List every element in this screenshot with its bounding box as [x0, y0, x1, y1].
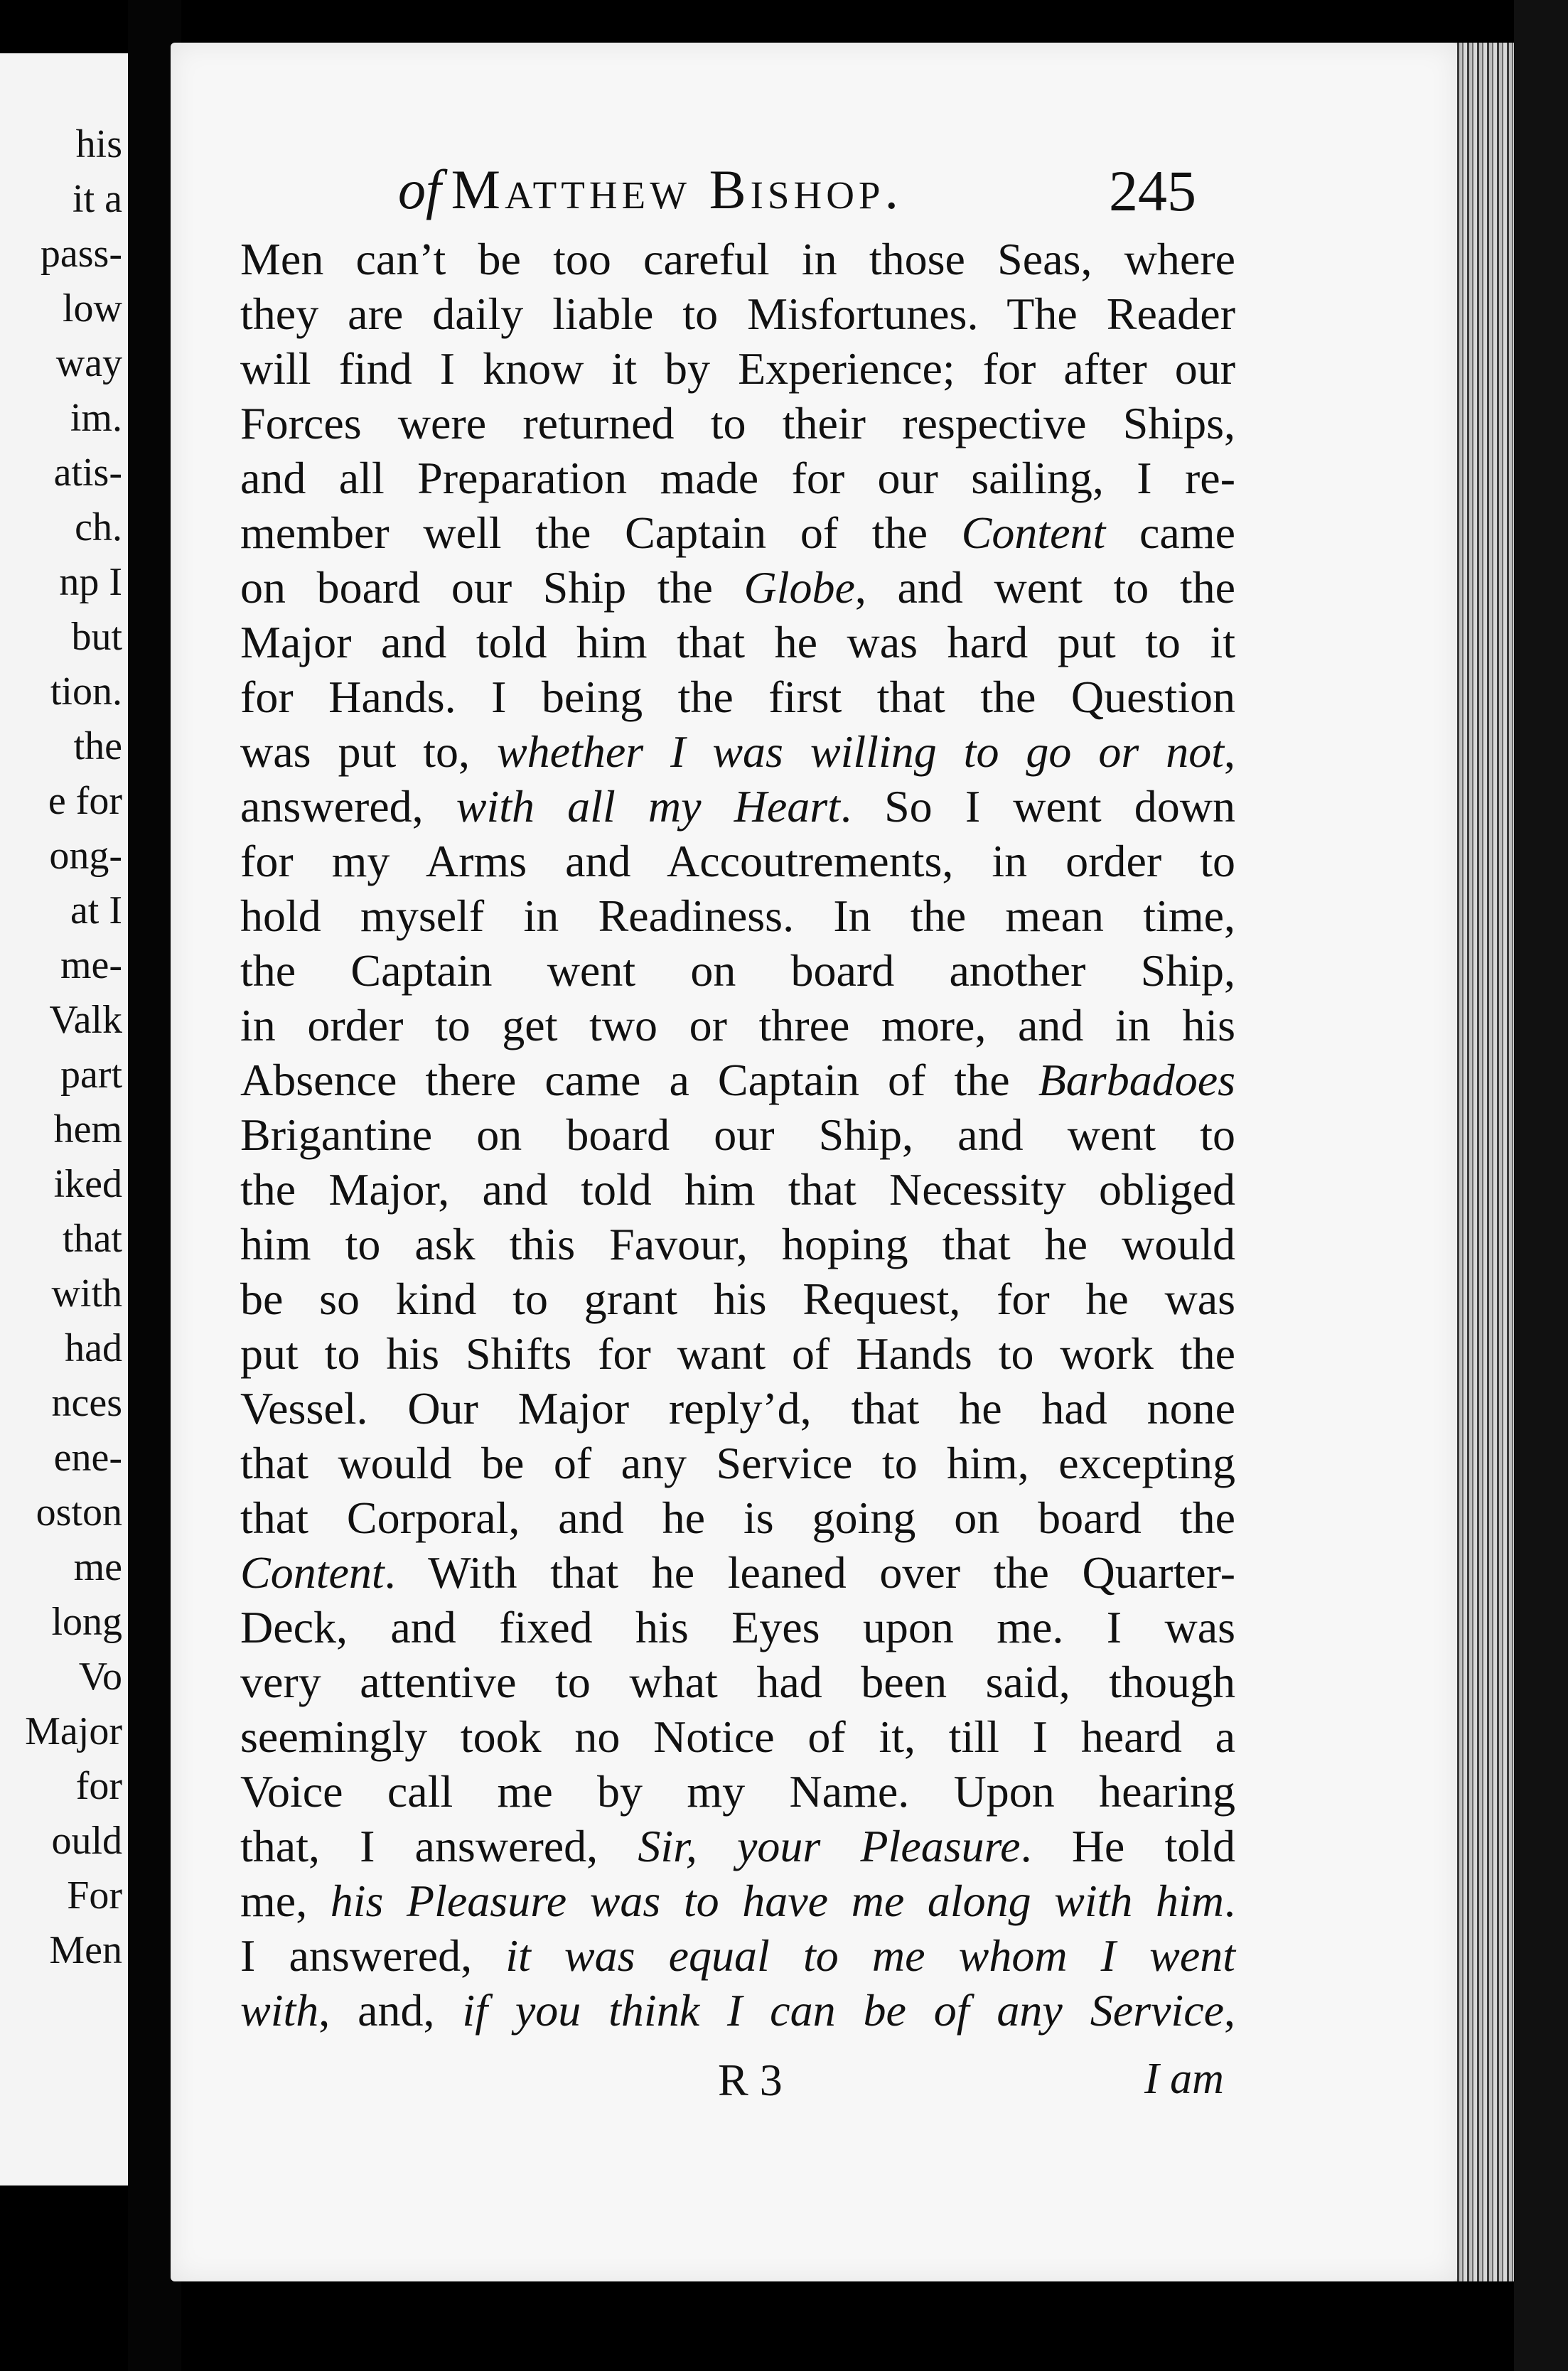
text-line: [240, 1381, 1235, 1436]
running-head-title: Matthew Bishop.: [451, 158, 903, 220]
text-run: was put to,: [240, 726, 497, 777]
running-head-prefix: of: [398, 158, 441, 220]
text-run: very attentive to what had been said, though: [240, 1657, 1235, 1707]
left-page-line: oston: [36, 1490, 122, 1534]
left-page-line: me-: [60, 943, 122, 987]
text-line: [240, 943, 1235, 998]
text-run: hold myself in Readiness. In the mean time,: [240, 891, 1235, 941]
page-number: 245: [1109, 158, 1196, 223]
text-run: for my Arms and Accoutrements, in order to: [240, 836, 1235, 886]
text-run: that, I answered,: [240, 1821, 638, 1871]
left-page-line: part: [60, 1053, 122, 1097]
text-line: [240, 998, 1235, 1053]
left-page-line: im.: [70, 396, 122, 440]
text-line: [240, 1217, 1235, 1271]
running-head: [398, 158, 903, 222]
text-run: . He told: [1020, 1821, 1236, 1871]
text-line: [240, 670, 1235, 724]
left-page-line: Valk: [49, 998, 122, 1042]
left-page-line: long: [51, 1600, 122, 1644]
text-run: on board our Ship the: [240, 562, 744, 613]
left-page-line: at I: [70, 888, 122, 932]
text-line: [240, 451, 1235, 505]
left-page-line: his: [75, 122, 122, 166]
text-run: member well the Captain of the: [240, 507, 962, 558]
text-run: seemingly took no Notice of it, till I heard a: [240, 1711, 1235, 1762]
italic-text: Content: [961, 507, 1106, 558]
italic-text: his Pleasure was to have me along with him: [330, 1876, 1225, 1926]
text-run: Major and told him that he was hard put to it: [240, 617, 1235, 667]
text-run: me,: [240, 1876, 331, 1926]
left-page-line: me: [73, 1545, 122, 1589]
text-run: the Major, and told him that Necessity obliged: [240, 1164, 1235, 1215]
text-run: answered,: [240, 781, 456, 832]
left-page-line: but: [71, 615, 122, 659]
text-line: [240, 1655, 1235, 1709]
text-line: [240, 1490, 1235, 1545]
text-run: .: [1224, 1876, 1236, 1926]
text-line: [240, 505, 1235, 560]
text-line: [240, 1928, 1235, 1983]
left-page-line: with: [51, 1271, 122, 1316]
left-page-line: e for: [48, 779, 122, 823]
left-page-line: Major: [25, 1709, 122, 1753]
text-line: [240, 232, 1235, 286]
italic-text: Content: [240, 1547, 385, 1598]
text-line: [240, 1764, 1235, 1819]
left-page-line: for: [75, 1764, 122, 1808]
text-line: [240, 560, 1235, 615]
left-page-line: iked: [53, 1162, 122, 1206]
text-run: ,: [1224, 726, 1235, 777]
left-page-line: ene-: [53, 1436, 122, 1480]
left-page-line: pass-: [40, 232, 122, 276]
left-page-line: Men: [49, 1928, 122, 1972]
left-page-fragment: [0, 53, 128, 2185]
text-line: [240, 1983, 1235, 2038]
text-line: [240, 286, 1235, 341]
text-line: [240, 779, 1235, 834]
text-run: they are daily liable to Misfortunes. The Reader: [240, 289, 1235, 339]
left-page-line: atis-: [53, 451, 122, 495]
text-line: [240, 1436, 1235, 1490]
text-line: [240, 341, 1235, 396]
italic-text: it was equal to me whom I went: [505, 1930, 1236, 1981]
text-line: [240, 1873, 1235, 1928]
left-page-line: it a: [73, 177, 122, 221]
left-page-line: ong-: [49, 834, 122, 878]
text-run: for Hands. I being the first that the Question: [240, 672, 1235, 722]
signature-mark: R 3: [718, 2055, 783, 2105]
text-line: [240, 1326, 1235, 1381]
text-run: Vessel. Our Major reply’d, that he had none: [240, 1383, 1235, 1434]
left-page-line: nces: [51, 1381, 122, 1425]
text-line: [240, 724, 1235, 779]
catchword: I am: [1144, 2055, 1224, 2103]
text-run: will find I know it by Experience; for after our: [240, 343, 1235, 394]
text-line: [240, 1162, 1235, 1217]
text-line: [240, 888, 1235, 943]
left-page-line: hem: [53, 1107, 122, 1151]
text-run: the Captain went on board another Ship,: [240, 945, 1235, 996]
left-page-line: way: [55, 341, 122, 385]
left-page-line: ch.: [75, 505, 122, 549]
left-page-line: low: [63, 286, 122, 330]
page-edge-shadow: [1514, 0, 1568, 2371]
left-page-line: ould: [51, 1819, 122, 1863]
text-run: Men can’t be too careful in those Seas, where: [240, 234, 1235, 284]
italic-text: with all my Heart: [456, 781, 840, 832]
text-run: , and,: [318, 1985, 463, 2036]
text-line: [240, 1271, 1235, 1326]
left-page-line: that: [63, 1217, 122, 1261]
text-run: him to ask this Favour, hoping that he would: [240, 1219, 1235, 1269]
text-run: came: [1105, 507, 1236, 558]
text-line: [240, 615, 1235, 670]
text-line: [240, 834, 1235, 888]
italic-text: Barbadoes: [1038, 1055, 1235, 1105]
text-line: [240, 1107, 1235, 1162]
text-run: put to his Shifts for want of Hands to work the: [240, 1328, 1235, 1379]
text-run: Brigantine on board our Ship, and went to: [240, 1109, 1235, 1160]
text-run: . So I went down: [839, 781, 1236, 832]
text-run: Deck, and fixed his Eyes upon me. I was: [240, 1602, 1235, 1652]
italic-text: Globe: [743, 562, 855, 613]
text-run: that Corporal, and he is going on board the: [240, 1493, 1235, 1543]
text-line: [240, 1819, 1235, 1873]
text-run: I answered,: [240, 1930, 506, 1981]
italic-text: Sir, your Pleasure: [638, 1821, 1021, 1871]
left-page-line: np I: [59, 560, 122, 604]
left-page-line: the: [73, 724, 122, 768]
text-run: Absence there came a Captain of the: [240, 1055, 1038, 1105]
text-run: that would be of any Service to him, excepting: [240, 1438, 1235, 1488]
text-run: Forces were returned to their respective Ships,: [240, 398, 1235, 448]
text-run: and all Preparation made for our sailing, I re-: [240, 453, 1235, 503]
text-line: [240, 396, 1235, 451]
body-text: [240, 232, 1235, 2038]
text-line: [240, 1545, 1235, 1600]
text-line: [240, 1053, 1235, 1107]
italic-text: with: [240, 1985, 319, 2036]
text-run: ,: [1224, 1985, 1236, 2036]
left-page-line: tion.: [50, 670, 122, 714]
text-run: . With that he leaned over the Quarter-: [384, 1547, 1235, 1598]
text-run: , and went to the: [854, 562, 1236, 613]
italic-text: whether I was willing to go or not: [496, 726, 1224, 777]
left-page-line: had: [65, 1326, 122, 1370]
text-line: [240, 1709, 1235, 1764]
text-run: Voice call me by my Name. Upon hearing: [240, 1766, 1235, 1817]
italic-text: if you think I can be of any Service: [462, 1985, 1225, 2036]
left-page-line: Vo: [78, 1655, 122, 1699]
text-run: be so kind to grant his Request, for he was: [240, 1274, 1235, 1324]
text-run: in order to get two or three more, and in his: [240, 1000, 1235, 1050]
left-page-line: For: [67, 1873, 122, 1918]
text-line: [240, 1600, 1235, 1655]
